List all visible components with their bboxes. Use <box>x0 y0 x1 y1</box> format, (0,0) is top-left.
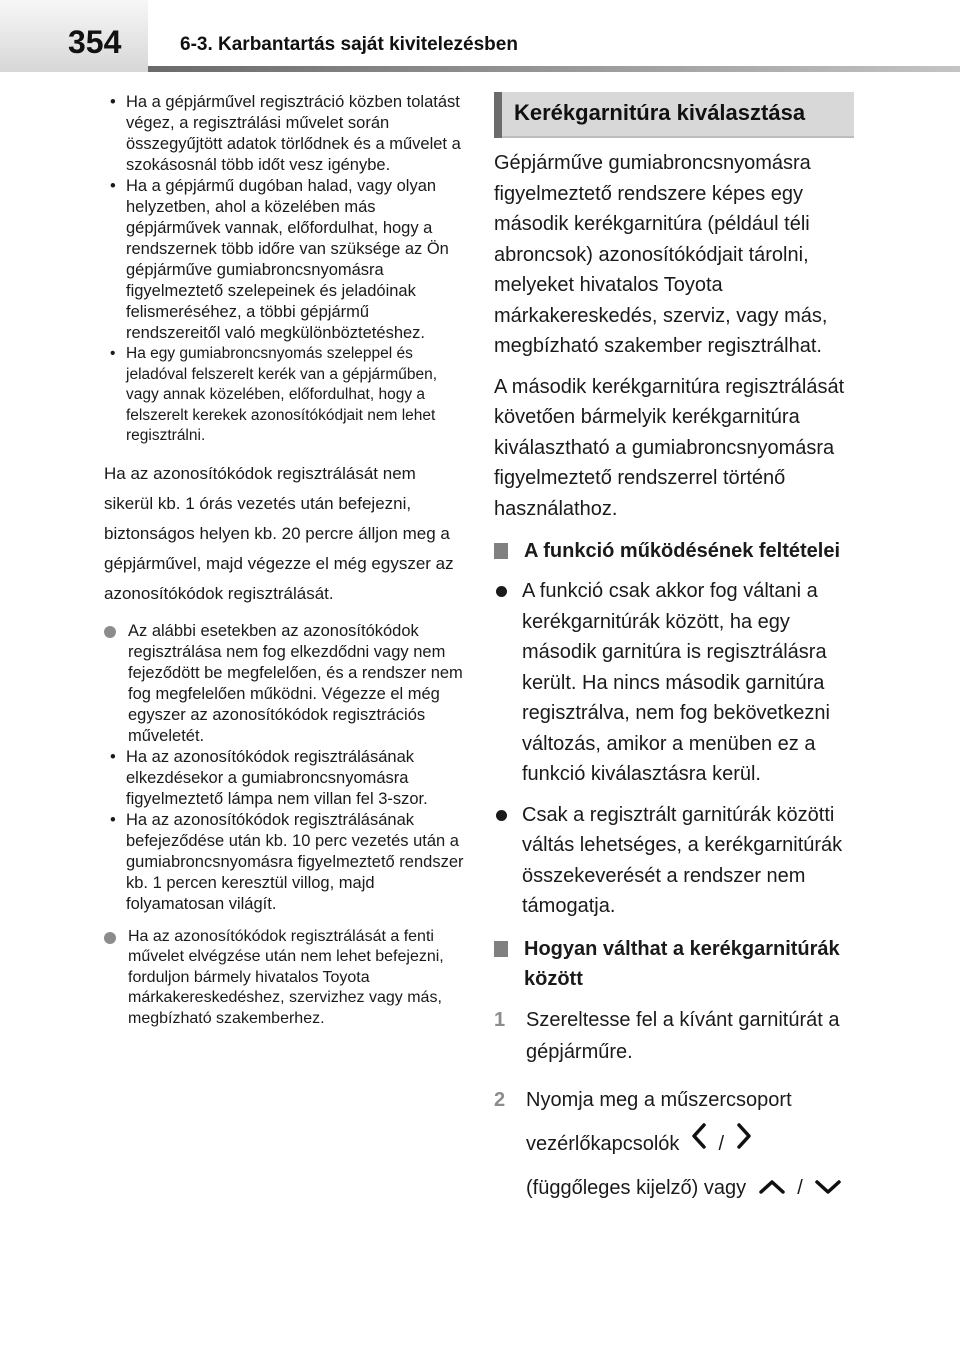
step-number: 1 <box>494 1008 506 1031</box>
separator: / <box>718 1132 725 1155</box>
note-item: Ha az azonosítókódok regisztrálását a fenti művelet elvégzése után nem lehet befejezni, forduljon bármely hivatalos Toyota márkakereskedéshez, szervizhez vagy más, megbízható szakemberhez. <box>104 927 466 1030</box>
list-item: • Ha egy gumiabroncsnyomás szeleppel és jeladóval felszerelt kerék van a gépjárműben, vagy annak közelében, előfordulhat, hogy a felszerelt kerekek azonosítókódjait nem lehet regisztrálni. <box>110 345 438 444</box>
bullet-dot: • <box>110 177 116 195</box>
chevron-right-icon <box>736 1122 752 1166</box>
list-item: • Ha a gépjármű dugóban halad, vagy olyan helyzetben, ahol a közelében más gépjárművek vannak, előfordulhat, hogy a rendszernek több időre van szüksége az Ön gépjárműve gumiabroncsnyomásra figyelmeztető szelepeinek és jeladóinak felismeréséhez, a többi gépjármű rendszereitől való megkülönböztetéshez. <box>110 177 449 342</box>
registration-paragraph: Ha az azonosítókódok regisztrálását nem sikerül kb. 1 órás vezetés után befejezni, biztonságos helyen kb. 20 percre álljon meg a gépjárművel, majd végezze el még egyszer az azonosítókódok regisztrálását. <box>104 463 454 603</box>
bullet-dot <box>496 586 507 597</box>
chevron-up-icon <box>758 1167 786 1211</box>
right-column <box>494 92 854 1211</box>
left-column <box>104 92 466 1029</box>
step-1: 1 Szereltesse fel a kívánt garnitúrát a gépjárműre. <box>494 1004 854 1068</box>
section-title-box <box>494 92 854 138</box>
page-number-box <box>0 0 148 72</box>
list-item: A funkció csak akkor fog váltani a kerékgarnitúrák között, ha egy második garnitúra is regisztrálásra került. Ha nincs második garnitúra regisztrálva, nem fog bekövetkezni változás, amikor a menüben ez a funkció kiválasztásra kerül. <box>494 576 854 790</box>
subheading: A funkció működésének feltételei <box>494 536 854 566</box>
list-item: • Ha az azonosítókódok regisztrálásának elkezdésekor a gumiabroncsnyomásra figyelmeztető lámpa nem villan fel 3-szor. <box>110 747 428 808</box>
bullet-dot: • <box>110 93 116 111</box>
square-marker-icon <box>494 941 508 957</box>
header-rule <box>148 66 960 72</box>
note-circle-icon <box>104 932 116 944</box>
chevron-left-icon <box>691 1122 707 1166</box>
bullet-dot: • <box>110 345 116 362</box>
intro-paragraph: Gépjárműve gumiabroncsnyomásra figyelmeztető rendszere képes egy második kerékgarnitúra (például téli abroncsok) azonosítókódjait tárolni, melyeket hivatalos Toyota márkakereskedés, szerviz, vagy más, megbízható szakember regisztrálhat. <box>494 152 828 357</box>
step-number: 2 <box>494 1088 506 1111</box>
note-circle-icon <box>104 626 116 638</box>
subheading: Hogyan válthat a kerékgarnitúrák között <box>494 934 854 994</box>
page-header <box>0 0 960 90</box>
intro-paragraph: A második kerékgarnitúra regisztrálását követően bármelyik kerékgarnitúra kiválasztható a gumiabroncsnyomásra figyelmeztető rendszerrel történő használathoz. <box>494 375 845 520</box>
bullet-dot <box>496 810 507 821</box>
section-title: Kerékgarnitúra kiválasztása <box>514 100 806 125</box>
page-number: 354 <box>68 24 122 60</box>
bullet-dot: • <box>110 810 116 829</box>
list-item: • Ha a gépjárművel regisztráció közben tolatást végez, a regisztrálási művelet során összegyűjtött adatok törlődnek és a művelet a szokásosnál több időt vesz igénybe. <box>110 93 461 174</box>
list-item: • Ha az azonosítókódok regisztrálásának befejeződése után kb. 10 perc vezetés után a gumiabroncsnyomásra figyelmeztető rendszer kb. 1 percen keresztül villog, majd folyamatosan világít. <box>110 810 464 913</box>
list-item: Csak a regisztrált garnitúrák közötti váltás lehetséges, a kerékgarnitúrák összekeverését a rendszer nem támogatja. <box>494 800 854 922</box>
chevron-down-icon <box>814 1167 842 1211</box>
square-marker-icon <box>494 543 508 559</box>
chapter-title: 6-3. Karbantartás saját kivitelezésben <box>180 34 518 55</box>
note-item: Az alábbi esetekben az azonosítókódok regisztrálása nem fog elkezdődni vagy nem fejeződött be megfelelően, és a rendszer nem fog megfelelően működni. Végezze el még egyszer az azonosítókódok regisztrációs műveletét. <box>104 621 466 747</box>
separator: / <box>797 1177 803 1200</box>
step-2: 2 Nyomja meg a műszercsoport vezérlőkapcsolók / (függőleges kijelző) vagy / <box>494 1078 854 1211</box>
bullet-dot: • <box>110 747 116 766</box>
